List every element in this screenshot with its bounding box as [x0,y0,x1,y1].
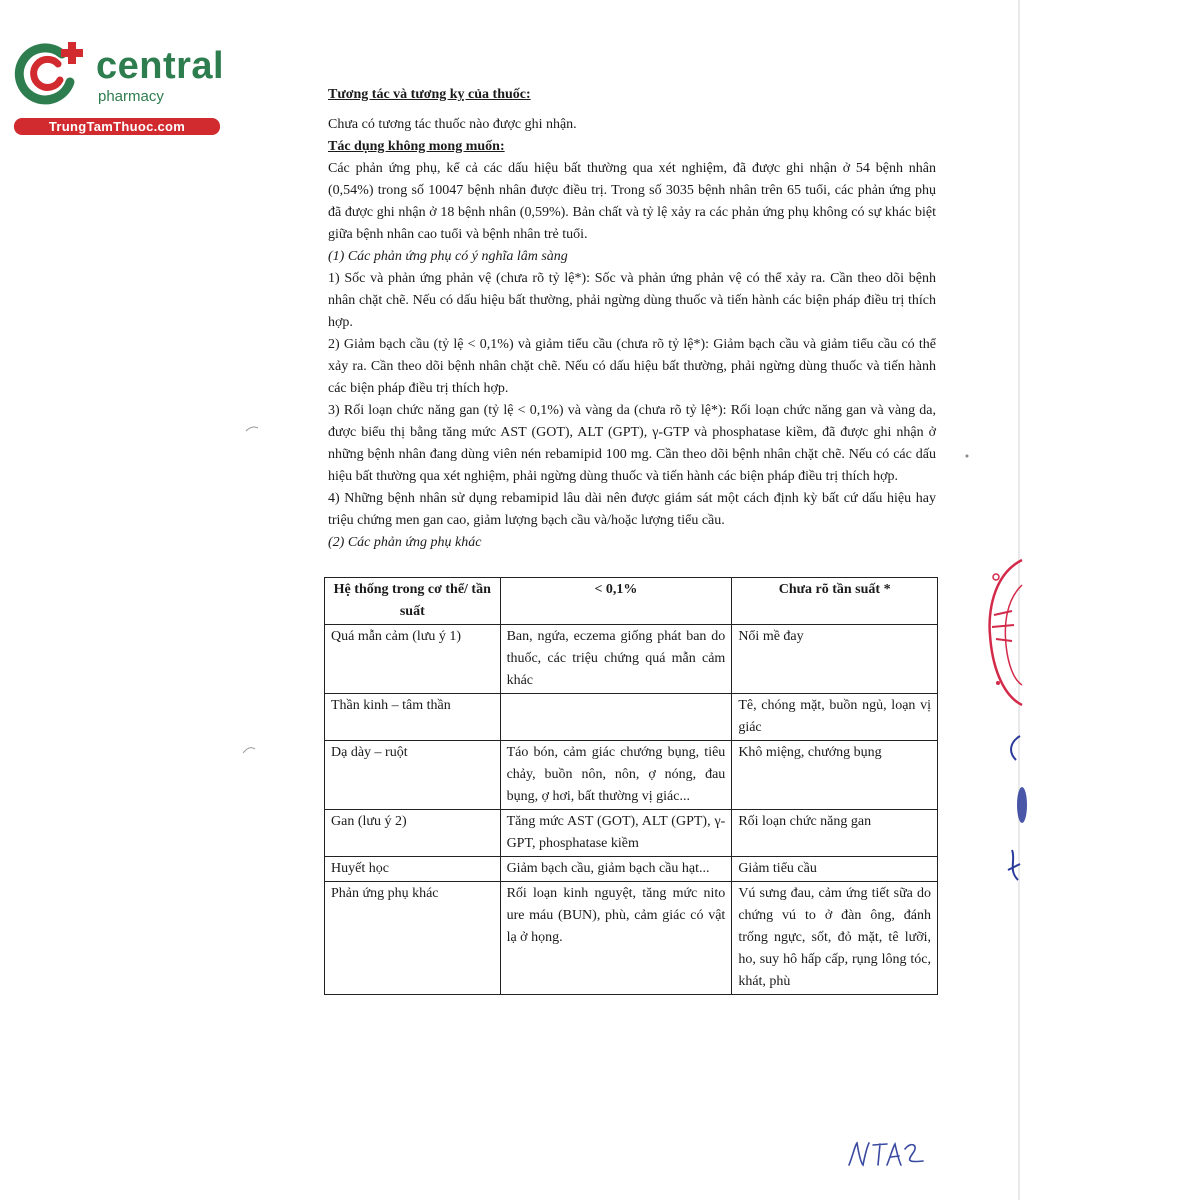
table-row [325,694,938,741]
table-cell: Dạ dày – ruột [325,741,501,810]
table-cell: Tăng mức AST (GOT), ALT (GPT), γ-GPT, phosphatase kiềm [500,810,732,857]
scan-speck [242,745,256,755]
subheading-other: (2) Các phản ứng phụ khác [328,535,482,550]
table-cell: Phản ứng phụ khác [325,882,501,995]
table-cell: Huyết học [325,857,501,882]
scan-speck [245,425,259,433]
table-cell: Táo bón, cảm giác chướng bụng, tiêu chảy, buồn nôn, nôn, ợ nóng, đau bụng, ợ hơi, bất thường vị giác... [500,741,732,810]
header-system: Hệ thống trong cơ thể/ tần suất [325,578,501,625]
item-long-term-monitoring: 4) Những bệnh nhân sử dụng rebamipid lâu dài nên được giám sát một cách định kỳ bất cứ dấu hiệu hay triệu chứng men gan cao, giảm lượng bạch cầu và/hoặc lượng tiểu cầu. [328,491,936,528]
table-header-row [325,578,938,625]
heading-interactions: Tương tác và tương kỵ của thuốc: [328,87,531,102]
table-cell: Vú sưng đau, cảm ứng tiết sữa do chứng vú to ở đàn ông, đánh trống ngực, sốt, đỏ mặt, tê lưỡi, ho, suy hô hấp cấp, rụng lông tóc, khát, phù [732,882,938,995]
item-liver-dysfunction: 3) Rối loạn chức năng gan (tỷ lệ < 0,1%) và vàng da (chưa rõ tỷ lệ*): Rối loạn chức năng gan và vàng da, được biểu thị bằng tăng mức AST (GOT), ALT (GPT), γ-GTP và phosphatase kiềm, đã được ghi nhận ở những bệnh nhân đang dùng viên nén rebamipid 100 mg. Cần theo dõi bệnh nhân chặt chẽ. Nếu có các dấu hiệu bất thường qua xét nghiệm, phải ngừng dùng thuốc và tiến hành các biện pháp điều trị thích hợp. [328,403,936,484]
heading-side-effects: Tác dụng không mong muốn: [328,139,505,154]
table-cell: Giảm bạch cầu, giảm bạch cầu hạt... [500,857,732,882]
table-cell [500,694,732,741]
subheading-clinical: (1) Các phản ứng phụ có ý nghĩa lâm sàng [328,249,568,264]
table-cell: Giảm tiểu cầu [732,857,938,882]
side-effects-table [324,577,938,995]
item-leukopenia: 2) Giảm bạch cầu (tỷ lệ < 0,1%) và giảm tiểu cầu (chưa rõ tỷ lệ*): Giảm bạch cầu và giảm tiểu cầu có thể xảy ra. Cần theo dõi bệnh nhân chặt chẽ. Nếu có dấu hiệu bất thường, phải ngừng dùng thuốc và tiến hành các biện pháp điều trị thích hợp. [328,337,936,396]
item-shock-anaphylaxis: 1) Sốc và phản ứng phản vệ (chưa rõ tỷ lệ*): Sốc và phản ứng phản vệ có thể xảy ra. Cần theo dõi bệnh nhân chặt chẽ. Nếu có dấu hiệu bất thường, phải ngừng dùng thuốc và tiến hành các biện pháp điều trị thích hợp. [328,271,936,330]
scan-speck [963,452,971,460]
paragraph-no-interactions: Chưa có tương tác thuốc nào được ghi nhận. [328,117,577,132]
red-stamp-icon [982,555,1024,710]
table-cell: Khô miệng, chướng bụng [732,741,938,810]
table-cell: Nổi mề đay [732,625,938,694]
table-cell: Rối loạn kinh nguyệt, tăng mức nito ure máu (BUN), phù, cảm giác có vật lạ ở họng. [500,882,732,995]
table-cell: Thần kinh – tâm thần [325,694,501,741]
logo-subtitle: pharmacy [98,88,164,105]
table-row [325,882,938,995]
table-cell: Tê, chóng mặt, buồn ngủ, loạn vị giác [732,694,938,741]
handwritten-initials-icon [845,1135,930,1173]
table-row [325,857,938,882]
table-cell: Gan (lưu ý 2) [325,810,501,857]
table-cell: Quá mẫn cảm (lưu ý 1) [325,625,501,694]
logo-ring-icon [10,38,88,108]
table-cell: Ban, ngứa, eczema giống phát ban do thuốc, các triệu chứng quá mẫn cảm khác [500,625,732,694]
table-row [325,810,938,857]
logo-name: central [96,45,225,87]
header-unknown: Chưa rõ tần suất * [732,578,938,625]
header-lt-0-1: < 0,1% [500,578,732,625]
paragraph-side-effects-summary: Các phản ứng phụ, kể cả các dấu hiệu bất thường qua xét nghiệm, đã được ghi nhận ở 54 bệnh nhân (0,54%) trong số 10047 bệnh nhân được điều trị. Trong số 3035 bệnh nhân trên 65 tuổi, các phản ứng phụ đã được ghi nhận ở 18 bệnh nhân (0,59%). Bản chất và tỷ lệ xảy ra các phản ứng phụ không có sự khác biệt giữa bệnh nhân cao tuổi và bệnh nhân trẻ tuổi. [328,161,936,242]
table-row [325,741,938,810]
blue-signature-icon [990,730,1028,890]
logo-url-banner[interactable]: TrungTamThuoc.com [14,118,220,135]
central-pharmacy-logo[interactable] [10,38,225,138]
document-body [328,84,936,554]
table-row [325,625,938,694]
table-cell: Rối loạn chức năng gan [732,810,938,857]
